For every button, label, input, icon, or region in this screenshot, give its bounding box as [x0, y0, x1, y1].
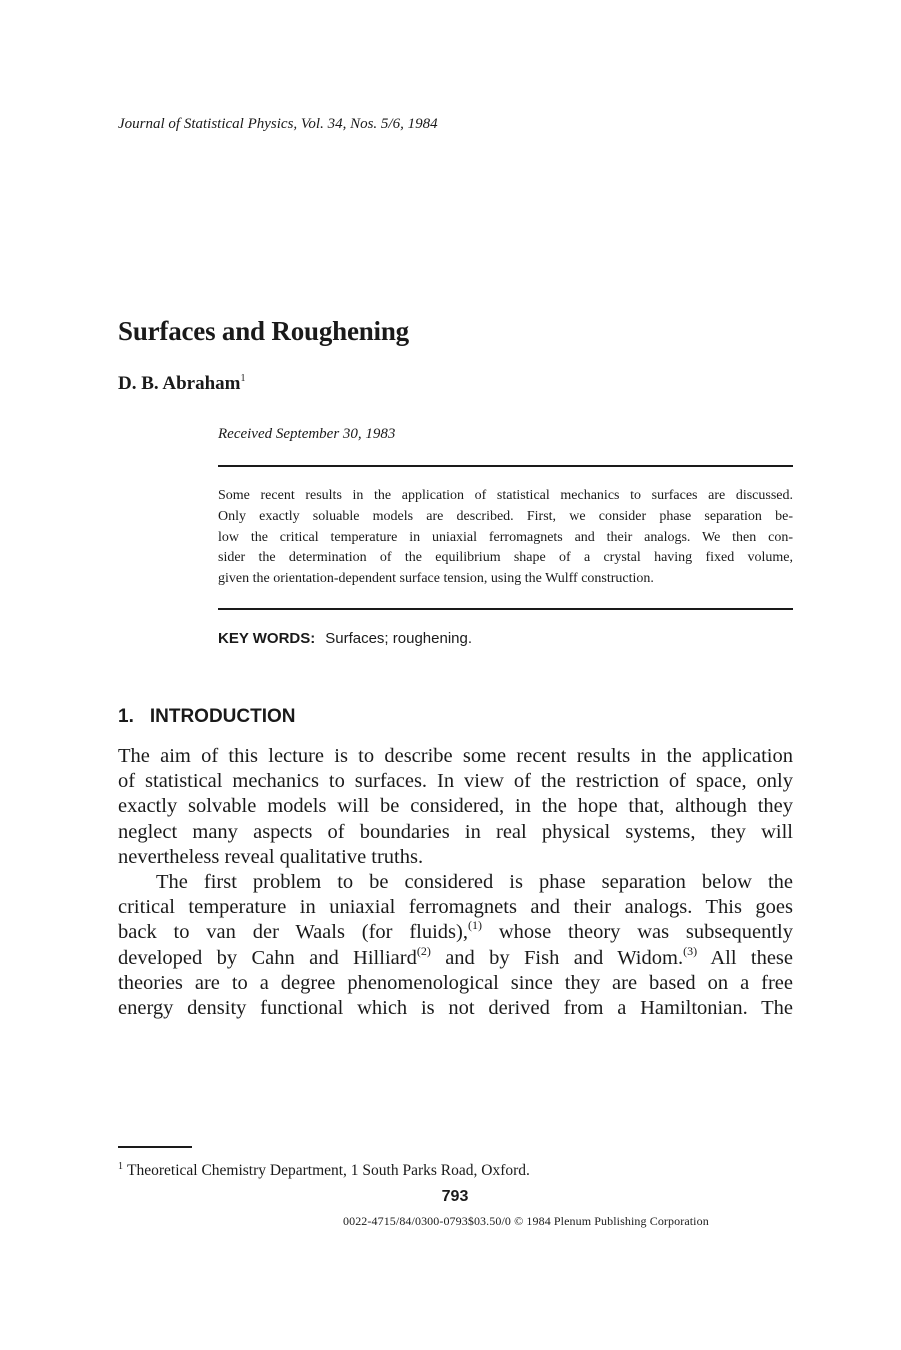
- body-line: The aim of this lecture is to describe some recent results in the application: [118, 745, 793, 767]
- body-line: The first problem to be considered is phase separation below the: [156, 870, 793, 893]
- abstract-top-rule: [218, 465, 793, 467]
- footnote-mark: 1: [118, 1161, 123, 1172]
- abstract-line: low the critical temperature in uniaxial ferromagnets and their analogs. We then con-: [218, 529, 793, 545]
- body-line: nevertheless reveal qualitative truths.: [118, 845, 424, 868]
- journal-citation: Journal of Statistical Physics, Vol. 34, Nos. 5/6, 1984: [118, 116, 438, 132]
- author-footnote-mark: 1: [240, 373, 246, 384]
- abstract-line: Some recent results in the application of statistical mechanics to surfaces are discussed.: [218, 488, 793, 503]
- section-title: INTRODUCTION: [149, 706, 296, 727]
- keywords-label: KEY WORDS:: [218, 630, 316, 647]
- body-line: [118, 920, 793, 945]
- keywords-value: Surfaces; roughening.: [325, 630, 472, 647]
- article-title: Surfaces and Roughening: [118, 316, 409, 346]
- author-name: D. B. Abraham: [118, 373, 241, 394]
- text-run: and by Fish and Widom.: [430, 946, 684, 969]
- abstract-line: sider the determination of the equilibrium shape of a crystal having fixed volume,: [218, 550, 793, 566]
- section-heading: [118, 706, 296, 728]
- body-text: [118, 744, 793, 1021]
- body-line: of statistical mechanics to surfaces. In view of the restriction of space, only: [118, 770, 793, 793]
- keywords: [218, 630, 472, 647]
- text-run: All these: [697, 946, 794, 969]
- text-run: developed by Cahn and Hilliard: [118, 946, 417, 969]
- footnote-text: Theoretical Chemistry Department, 1 South Parks Road, Oxford.: [127, 1162, 530, 1179]
- abstract-line: Only exactly soluable models are described. First, we consider phase separation be-: [218, 508, 793, 524]
- body-line: energy density functional which is not derived from a Hamiltonian. The: [118, 996, 793, 1019]
- text-run: back to van der Waals (for fluids),: [118, 921, 468, 944]
- abstract-bottom-rule: [218, 608, 793, 610]
- body-line: [118, 943, 794, 971]
- citation-ref: (3): [683, 943, 698, 958]
- body-line: critical temperature in uniaxial ferromagnets and their analogs. This goes: [118, 896, 793, 919]
- footnote: [118, 1162, 530, 1180]
- text-run: whose theory was subsequently: [481, 921, 793, 944]
- footnote-rule: [118, 1146, 192, 1148]
- body-line: theories are to a degree phenomenological since they are based on a free: [118, 971, 793, 994]
- copyright-line: 0022-4715/84/0300-0793$03.50/0 © 1984 Plenum Publishing Corporation: [343, 1214, 709, 1228]
- section-number: 1.: [118, 706, 134, 727]
- received-date: Received September 30, 1983: [218, 426, 396, 442]
- abstract-line: given the orientation-dependent surface tension, using the Wulff construction.: [218, 571, 654, 587]
- citation-ref: (1): [467, 918, 482, 933]
- body-line: exactly solvable models will be considered, in the hope that, although they: [118, 795, 793, 818]
- page-number: 793: [441, 1188, 469, 1205]
- abstract: [218, 486, 793, 590]
- article-author: [118, 373, 245, 395]
- citation-ref: (2): [416, 943, 431, 958]
- body-line: neglect many aspects of boundaries in real physical systems, they will: [118, 820, 793, 843]
